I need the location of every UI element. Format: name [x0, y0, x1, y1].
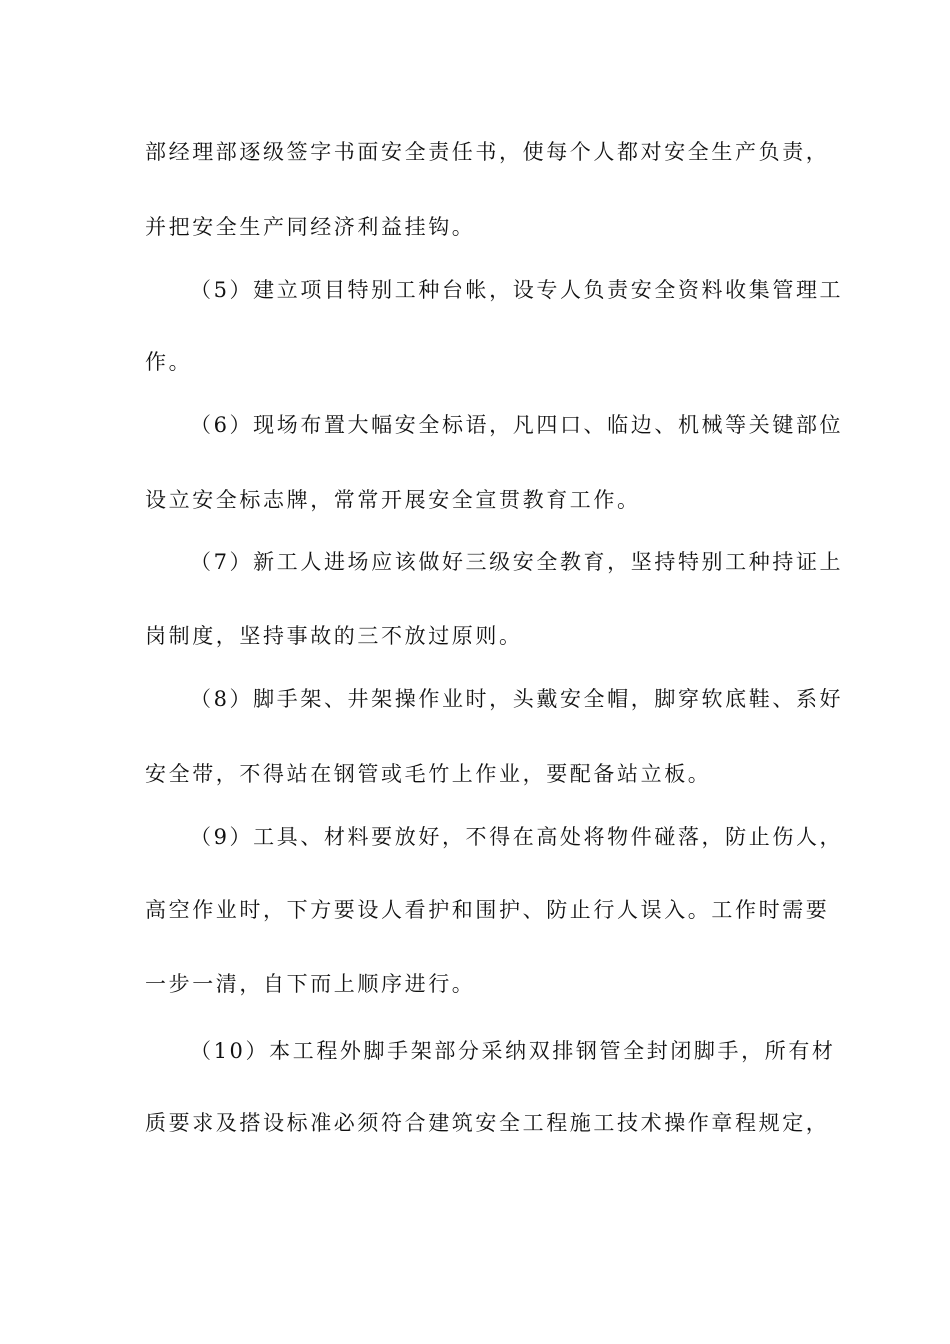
paragraph-8-start: （8）脚手架、井架操作业时，头戴安全帽，脚穿软底鞋、系好: [190, 687, 844, 711]
paragraph-10-start: （10）本工程外脚手架部分采纳双排钢管全封闭脚手，所有材: [190, 1039, 836, 1063]
text-line: 岗制度，坚持事故的三不放过原则。: [145, 624, 523, 648]
text-line: 并把安全生产同经济利益挂钩。: [145, 215, 476, 239]
paragraph-9-start: （9）工具、材料要放好，不得在高处将物件碰落，防止伤人，: [190, 825, 844, 849]
paragraph-6-start: （6）现场布置大幅安全标语，凡四口、临边、机械等关键部位: [190, 413, 844, 437]
text-line: 一步一清，自下而上顺序进行。: [145, 972, 476, 996]
text-line: 部经理部逐级签字书面安全责任书，使每个人都对安全生产负责，: [145, 140, 830, 164]
text-line: 作。: [145, 350, 193, 374]
paragraph-7-start: （7）新工人进场应该做好三级安全教育，坚持特别工种持证上: [190, 550, 844, 574]
text-line: 质要求及搭设标准必须符合建筑安全工程施工技术操作章程规定，: [145, 1111, 830, 1135]
text-line: 高空作业时，下方要设人看护和围护、防止行人误入。工作时需要: [145, 898, 830, 922]
text-line: 安全带，不得站在钢管或毛竹上作业，要配备站立板。: [145, 762, 712, 786]
paragraph-5-start: （5）建立项目特别工种台帐，设专人负责安全资料收集管理工: [190, 278, 844, 302]
text-line: 设立安全标志牌，常常开展安全宣贯教育工作。: [145, 488, 641, 512]
